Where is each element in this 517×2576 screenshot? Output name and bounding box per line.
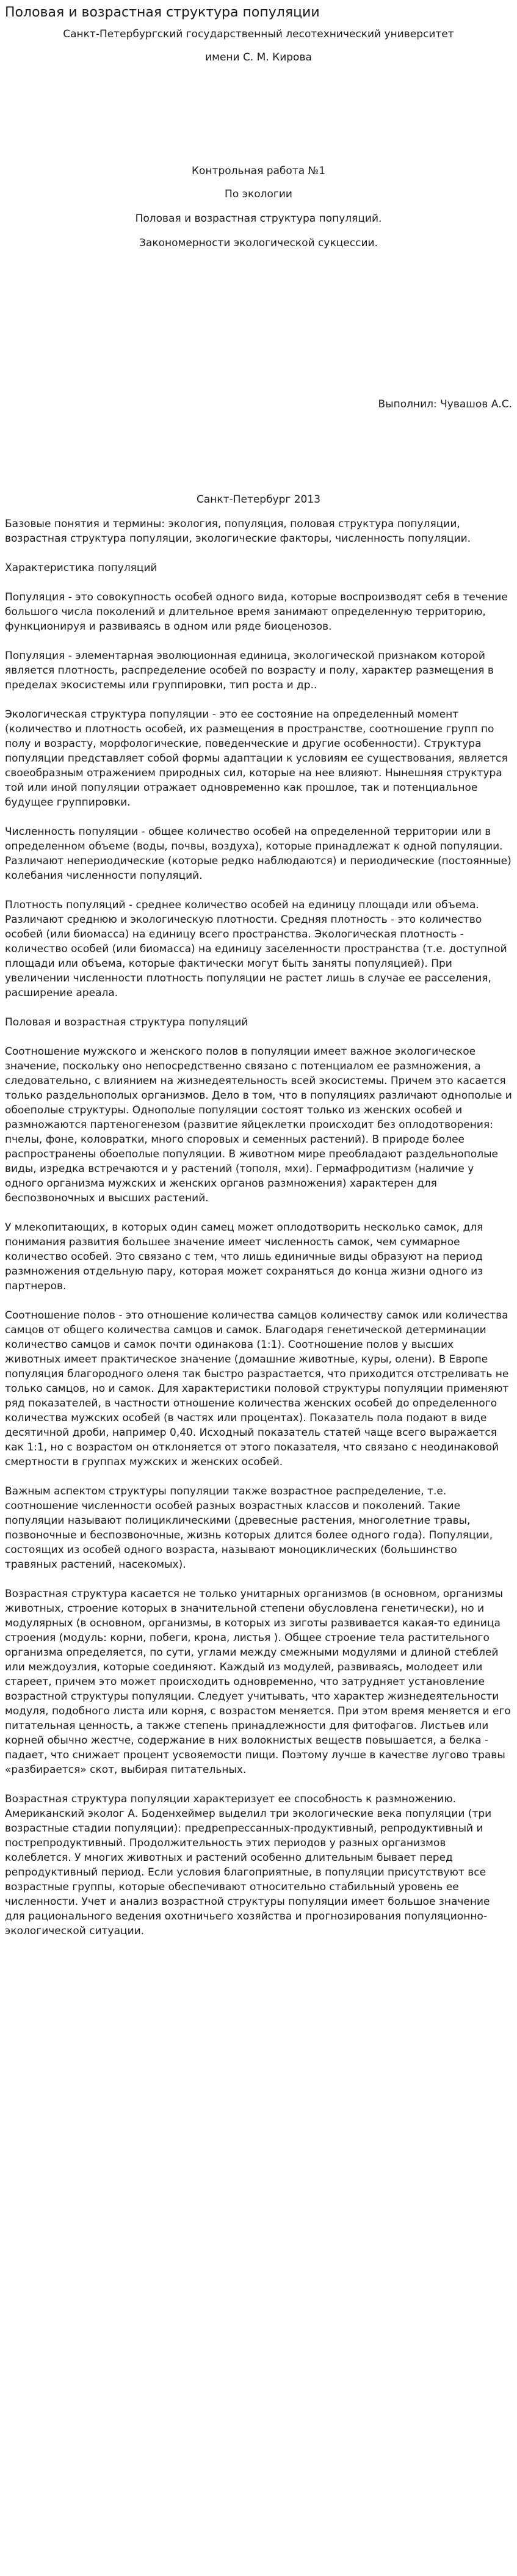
- population-definition-paragraph: Популяция - это совокупность особей одного вида, которые воспроизводят себя в течение большого числа поколений и длительное время занимают определенную территорию, функционируя и развиваясь в одном или ряде биоценозов.: [5, 591, 508, 633]
- age-distribution-paragraph: Важным аспектом структуры популяции также возрастное распределение, т.е. соотношение численности особей разных возрастных классов и поколений. Такие популяции называют полициклическими (древесные растения, многолетние травы, позвоночные и беспозвоночные, жизнь которых длится более одного года). Популяции, состоящих из особей одного возраста, называют моноциклических (большинство травяных растений, насекомых).: [5, 1485, 493, 1571]
- university-name-line: имени С. М. Кирова: [205, 51, 312, 64]
- reproduction-paragraph: Возрастная структура популяции характеризует ее способность к размножению. Американский эколог А. Боденхеймер выделил три экологические века популяции (три возрастные стадии популяции): предрепрессанных-продуктивный, репродуктивный и пострепродуктивный. Продолжительность этих периодов у разных организмов колеблется. У многих животных и растений особенно длительным бывает перед репродуктивный период. Если условия благоприятные, в популяции присутствуют все возрастные группы, которые обеспечивают относительно стабильный уровень ее численности. Учет и анализ возрастной структуры популяции имеет большое значение для рационального ведения охотничьего хозяйства и прогнозирования популяционно-экологической ситуации.: [5, 1793, 492, 1937]
- basic-terms-paragraph: Базовые понятия и термины: экология, популяция, половая структура популяции, возрастная структура популяции, экологические факторы, численность популяции.: [5, 518, 471, 545]
- mammals-paragraph: У млекопитающих, в которых один самец может оплодотворить несколько самок, для понимания развития большее значение имеет численность самок, чем суммарное количество особей. Это связано с тем, что лишь единичные виды образуют на период размножения отдельную пару, которая может сохраняться до конца жизни одного из партнеров.: [5, 1221, 483, 1292]
- document-body: [5, 517, 512, 1938]
- population-size-paragraph: Численность популяции - общее количество особей на определенной территории или в определенном объеме (воды, почвы, воздуха), которые принадлежат к одной популяции. Различают непериодические (которые редко наблюдаются) и периодические (постоянные) колебания численности популяций.: [5, 826, 512, 882]
- city-year-line: Санкт-Петербург 2013: [196, 493, 321, 506]
- section-heading-characteristics: Характеристика популяций: [5, 562, 157, 574]
- author-line: Выполнил: Чувашов А.С.: [378, 398, 512, 410]
- sex-ratio-genetics-paragraph: Соотношение полов - это отношение количества самцов количеству самок или количества самцов от общего количества самцов и самок. Благодаря генетической детерминации количество самцов и самок почти одинакова (1:1). Соотношение полов у высших животных имеет практическое значение (домашние животные, куры, олени). В Европе популяция благородного оленя так быстро разрастается, что приходится отстреливать не только самцов, но и самок. Для характеристики половой структуры популяции применяют ряд показателей, в частности отношение количества женских особей до определенного количества мужских особей (в частях или процентах). Показатель пола подают в виде десятичной дроби, например 0,40. Исходный показатель статей чаще всего выражается как 1:1, но с возрастом он отклоняется от этого показателя, что связано с неодинаковой смертности в группах мужских и женских особей.: [5, 1309, 509, 1468]
- subject-line: По экологии: [225, 188, 292, 200]
- document-title: Половая и возрастная структура популяции: [5, 5, 320, 20]
- sub-topic-line: Закономерности экологической сукцессии.: [139, 237, 378, 249]
- section-heading-sex-age: Половая и возрастная структура популяций: [5, 1016, 248, 1028]
- sex-ratio-paragraph: Соотношение мужского и женского полов в популяции имеет важное экологическое значение, поскольку оно непосредственно связано с потенциалом ее размножения, а следовательно, с влиянием на жизнедеятельность всей экосистемы. Причем это касается только раздельнополых организмов. Дело в том, что в популяциях различают однополые и обоеполые структуры. Однополые популяции состоят только из женских особей и размножаются партеногенезом (развитие яйцеклетки происходит без оплодотворения: пчелы, фоне, коловратки, много споровых и семенных растений). В природе более распространены обоеполые популяции. В животном мире преобладают раздельнополые виды, изредка встречаются и у растений (тополя, мхи). Гермафродитизм (наличие у одного организма мужских и женских органов размножения) характерен для беспозвоночных и высших растений.: [5, 1046, 512, 1204]
- topic-line: Половая и возрастная структура популяций.: [135, 213, 382, 225]
- work-title: Контрольная работа №1: [191, 165, 326, 177]
- elementary-unit-paragraph: Популяция - элементарная эволюционная единица, экологической признаком которой является плотность, распределение особей по возрасту и полу, характер размещения в пределах экосистемы или группировки, тип роста и др..: [5, 650, 494, 691]
- ecological-structure-paragraph: Экологическая структура популяции - это ее состояние на определенный момент (количество и плотность особей, их размещения в пространстве, соотношение групп по полу и возрасту, морфологические, поведенческие и другие особенности). Структура популяции представляет собой формы адаптации к условиям ее существования, является своеобразным отражением природных сил, которые на нее влияют. Нынешняя структура той или иной популяции отражает одновременно как прошлое, так и потенциальное будущее группировки.: [5, 708, 508, 809]
- university-line: Санкт-Петербургский государственный лесотехнический университет: [63, 28, 454, 40]
- population-density-paragraph: Плотность популяций - среднее количество особей на единицу площади или объема. Различают среднюю и экологическую плотности. Средняя плотность - это количество особей (или биомасса) на единицу всего пространства. Экологическая плотность - количество особей (или биомасса) на единицу заселенности пространства (т.е. доступной площади или объема, которые фактически могут быть заняты популяцией). При увеличении численности плотность популяции не растет лишь в случае ее расселения, расширение ареала.: [5, 899, 507, 999]
- age-structure-paragraph: Возрастная структура касается не только унитарных организмов (в основном, организмы животных, строение которых в значительной степени обусловлена генетически), но и модулярных (в основном, организмы, в которых из зиготы развивается какая-то единица строения (модуль: корни, побеги, крона, листья ). Общее строение тела растительного организма определяется, по сути, углами между смежными модулями и длиной стеблей или междоузлия, которые соединяют. Каждый из модулей, развиваясь, молодеет или стареет, причем это может происходить одновременно, что затрудняет установление возрастной структуры популяции. Следует учитывать, что характер жизнедеятельности модуля, подобного листа или корня, с возрастом меняется. При этом время меняется и его питательная ценность, а также степень принадлежности для фитофагов. Листьев или корней обычно жестче, содержание в них волокнистых веществ повышается, а белка - падает, что снижает процент усвояемости пищи. Поэтому лучше в качестве лугово травы «разбирается» скот, выбирая питательных.: [5, 1588, 511, 1776]
